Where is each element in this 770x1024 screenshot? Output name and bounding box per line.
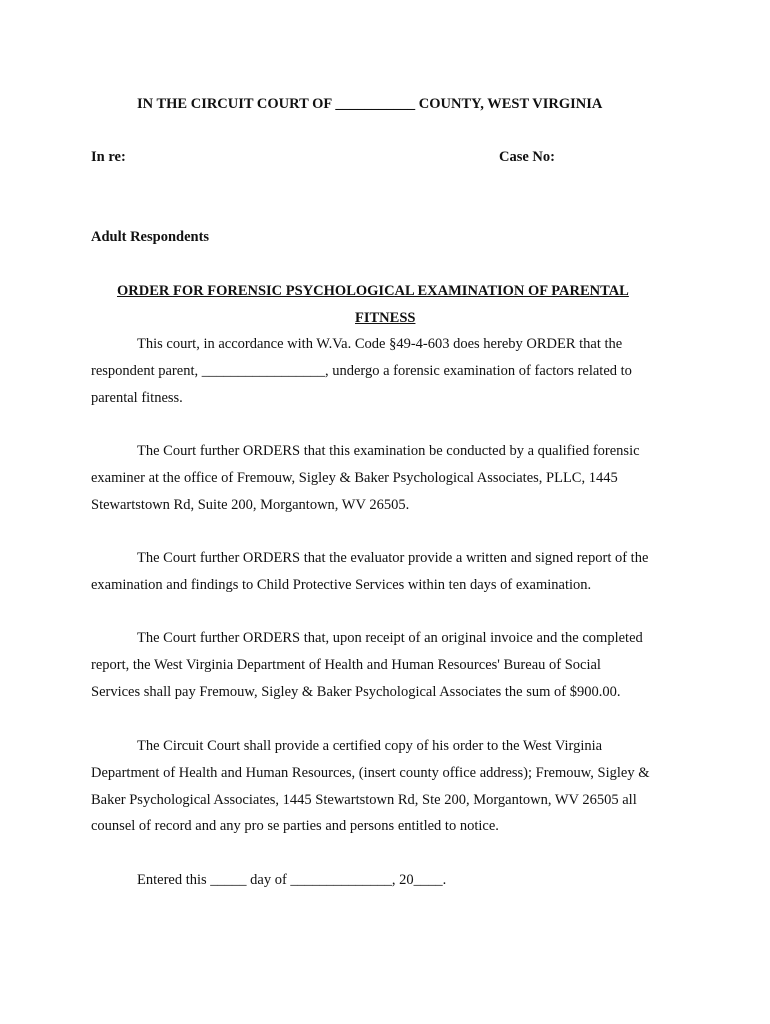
paragraph-2-line-1: The Court further ORDERS that this examination be conducted by a qualified forensic bbox=[137, 443, 640, 459]
paragraph-5-line-1: The Circuit Court shall provide a certified copy of his order to the West Virginia bbox=[137, 738, 603, 754]
paragraph-5-line-2: Department of Health and Human Resources, (insert county office address); Fremouw, Sigley & bbox=[91, 765, 650, 781]
paragraph-2-line-2: examiner at the office of Fremouw, Sigley & Baker Psychological Associates, PLLC, 1445 bbox=[91, 470, 618, 486]
paragraph-3-line-1: The Court further ORDERS that the evaluator provide a written and signed report of the bbox=[137, 550, 649, 566]
paragraph-4-line-1: The Court further ORDERS that, upon receipt of an original invoice and the completed bbox=[137, 630, 643, 646]
paragraph-1-line-1: This court, in accordance with W.Va. Code §49-4-603 does hereby ORDER that the bbox=[137, 336, 623, 352]
paragraph-1-line-2: respondent parent, _________________, undergo a forensic examination of factors related to bbox=[91, 363, 632, 379]
court-header: IN THE CIRCUIT COURT OF ___________ COUNTY, WEST VIRGINIA bbox=[137, 96, 603, 112]
paragraph-5-line-3: Baker Psychological Associates, 1445 Stewartstown Rd, Ste 200, Morgantown, WV 26505 all bbox=[91, 792, 637, 808]
respondents-label: Adult Respondents bbox=[91, 229, 210, 245]
paragraph-2-line-3: Stewartstown Rd, Suite 200, Morgantown, WV 26505. bbox=[91, 497, 410, 513]
in-re-label: In re: bbox=[91, 149, 126, 165]
order-title-line-1: ORDER FOR FORENSIC PSYCHOLOGICAL EXAMINATION OF PARENTAL bbox=[117, 283, 629, 299]
paragraph-3-line-2: examination and findings to Child Protective Services within ten days of examination. bbox=[91, 577, 592, 593]
case-no-label: Case No: bbox=[499, 149, 555, 165]
paragraph-4-line-2: report, the West Virginia Department of Health and Human Resources' Bureau of Social bbox=[91, 657, 601, 673]
paragraph-5-line-4: counsel of record and any pro se parties and persons entitled to notice. bbox=[91, 818, 499, 834]
order-title-line-2: FITNESS bbox=[355, 310, 416, 326]
paragraph-1-line-3: parental fitness. bbox=[91, 390, 183, 406]
entered-date-line: Entered this _____ day of ______________, 20____. bbox=[137, 872, 447, 888]
paragraph-4-line-3: Services shall pay Fremouw, Sigley & Baker Psychological Associates the sum of $900.00. bbox=[91, 684, 621, 700]
